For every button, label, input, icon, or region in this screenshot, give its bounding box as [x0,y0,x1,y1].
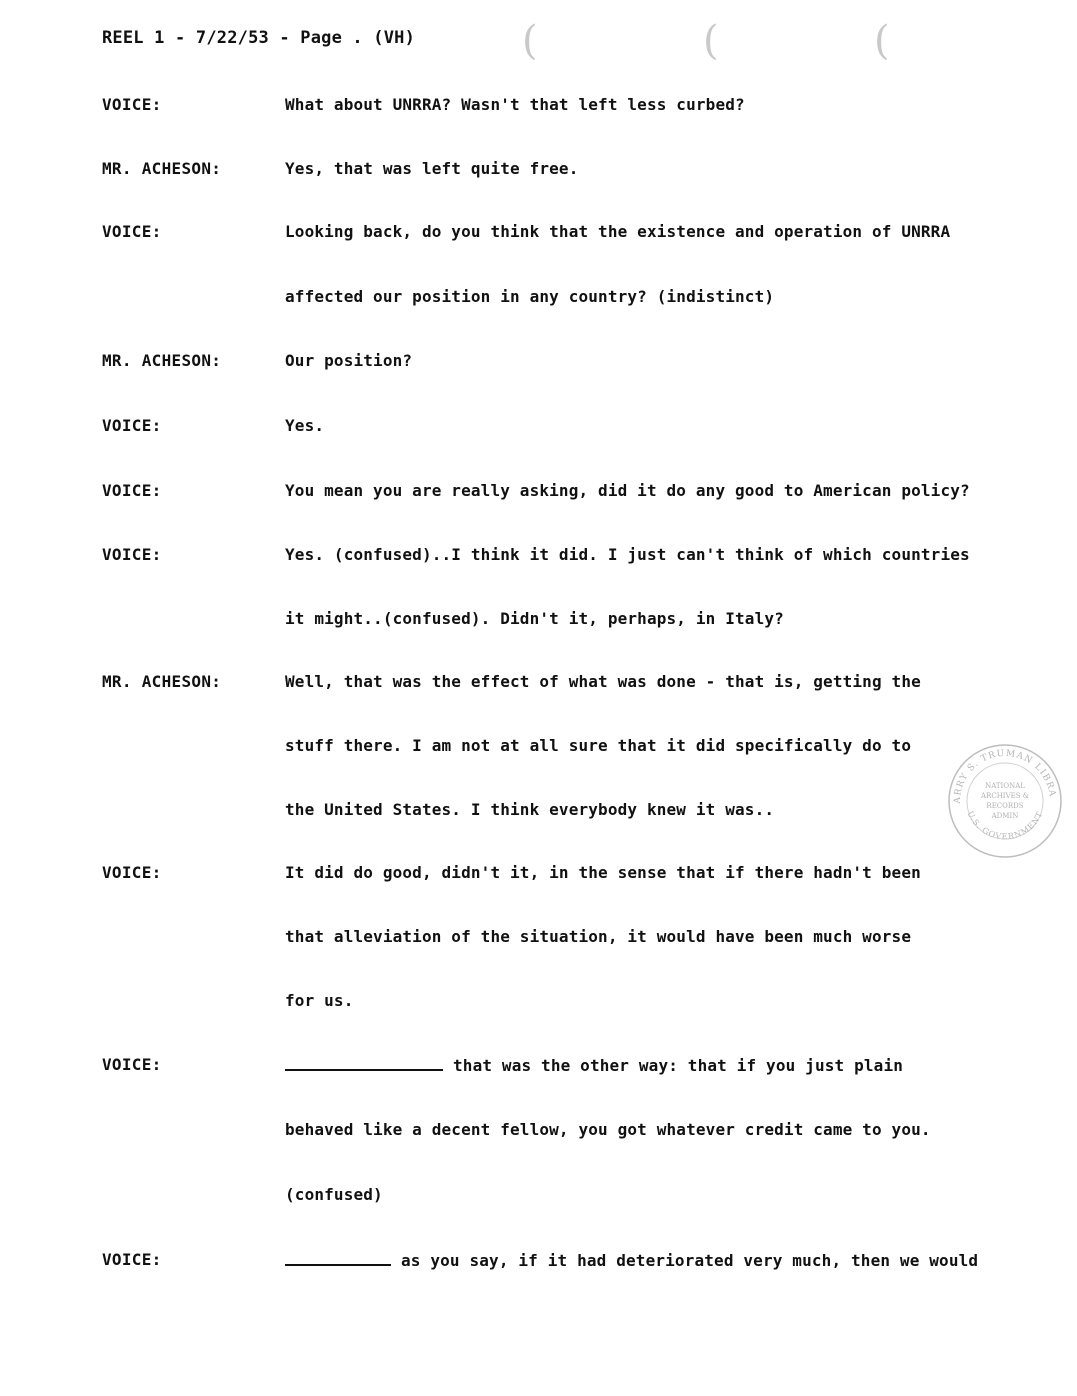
dialogue-line: Yes. (confused)..I think it did. I just can't think of which countries [285,545,970,564]
blank-underline [285,1055,443,1071]
dialogue-line: Looking back, do you think that the existence and operation of UNRRA [285,222,951,241]
speaker-label: VOICE: [102,95,162,114]
dialogue-text: as you say, if it had deteriorated very much, then we would [401,1251,979,1270]
stamp-inner-line: ADMIN [991,812,1019,820]
speaker-label: VOICE: [102,1055,162,1074]
stamp-inner-line: NATIONAL [985,782,1025,790]
dialogue-line: stuff there. I am not at all sure that it did specifically do to [285,736,912,755]
stamp-bottom-text: U.S. GOVERNMENT [965,809,1045,842]
dialogue-line: affected our position in any country? (indistinct) [285,287,775,306]
dialogue-line: Yes. [285,416,325,435]
library-stamp [946,742,1064,860]
speaker-label: VOICE: [102,481,162,500]
speaker-label: MR. ACHESON: [102,159,222,178]
dialogue-line: What about UNRRA? Wasn't that left less curbed? [285,95,745,114]
dialogue-line: that alleviation of the situation, it would have been much worse [285,927,912,946]
speaker-label: VOICE: [102,863,162,882]
dialogue-line: behaved like a decent fellow, you got whatever credit came to you. [285,1120,931,1139]
dialogue-text: that was the other way: that if you just plain [453,1056,904,1075]
dialogue-line: the United States. I think everybody knew it was.. [285,800,775,819]
blank-underline [285,1250,391,1266]
page-header: REEL 1 - 7/22/53 - Page . (VH) [102,28,416,48]
speaker-label: MR. ACHESON: [102,672,222,691]
dialogue-line [285,1055,903,1075]
dialogue-line [285,1250,978,1270]
punch-hole-mark: ( [874,18,890,64]
stamp-outer-text: ARRY S. TRUMAN LIBRA [952,748,1057,804]
dialogue-line: Our position? [285,351,413,370]
dialogue-line: for us. [285,991,354,1010]
dialogue-line: Well, that was the effect of what was done - that is, getting the [285,672,921,691]
stamp-inner-line: RECORDS [986,802,1024,810]
dialogue-line: Yes, that was left quite free. [285,159,579,178]
dialogue-line: it might..(confused). Didn't it, perhaps, in Italy? [285,609,784,628]
speaker-label: VOICE: [102,1250,162,1269]
stamp-inner-line: ARCHIVES & [981,792,1029,800]
punch-hole-mark: ( [522,18,538,64]
dialogue-line: (confused) [285,1185,383,1204]
speaker-label: VOICE: [102,222,162,241]
speaker-label: MR. ACHESON: [102,351,222,370]
speaker-label: VOICE: [102,545,162,564]
speaker-label: VOICE: [102,416,162,435]
library-stamp-seal [946,742,1064,860]
dialogue-line: It did do good, didn't it, in the sense that if there hadn't been [285,863,921,882]
punch-hole-mark: ( [703,18,719,64]
dialogue-line: You mean you are really asking, did it do any good to American policy? [285,481,970,500]
